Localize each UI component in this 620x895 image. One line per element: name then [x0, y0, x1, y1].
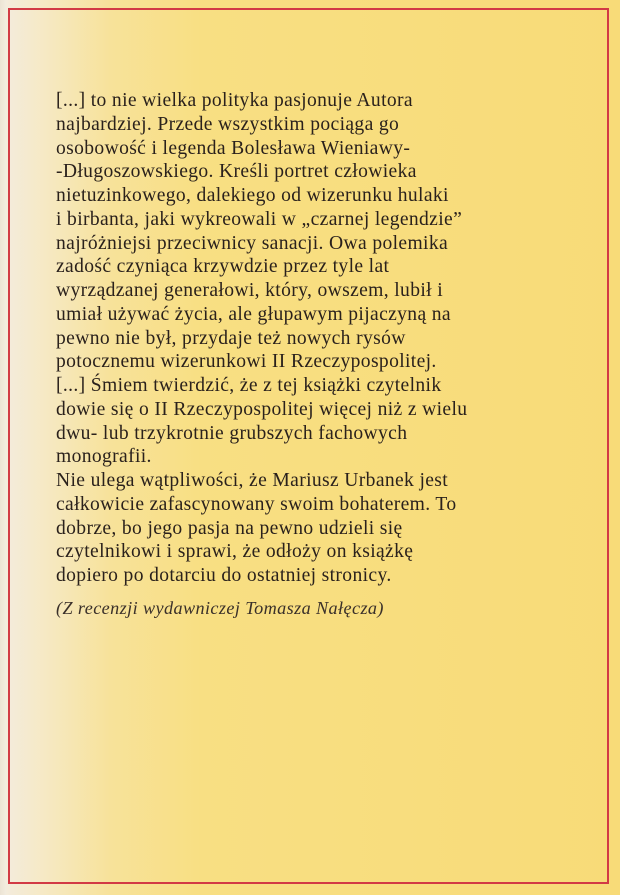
text-line: monografii.: [56, 446, 152, 468]
text-line: całkowicie zafascynowany swoim bohaterem. To: [56, 493, 457, 515]
text-line: potocznemu wizerunkowi II Rzeczypospolitej.: [56, 351, 437, 373]
review-attribution: (Z recenzji wydawniczej Tomasza Nałęcza): [56, 597, 384, 618]
text-line: pewno nie był, przydaje też nowych rysów: [56, 327, 406, 349]
text-line: zadość czyniąca krzywdzie przez tyle lat: [56, 256, 390, 278]
text-line: Nie ulega wątpliwości, że Mariusz Urbanek jest: [56, 470, 449, 491]
review-paragraph: [56, 89, 596, 588]
text-line: najróżniejsi przeciwnicy sanacji. Owa polemika: [56, 232, 449, 254]
text-line: i birbanta, jaki wykreowali w „czarnej legendzie”: [56, 208, 463, 230]
review-text-block: [56, 89, 596, 619]
text-line: dowie się o II Rzeczypospolitej więcej niż z wielu: [56, 398, 468, 420]
text-line: dwu- lub trzykrotnie grubszych fachowych: [56, 422, 408, 444]
text-line: dopiero po dotarciu do ostatniej stronicy.: [56, 565, 392, 586]
cover-edge: [0, 0, 6, 895]
text-line: dobrze, bo jego pasja na pewno udzieli się: [56, 517, 403, 539]
text-line: [...] to nie wielka polityka pasjonuje Autora: [56, 90, 413, 111]
text-line: wyrządzanej generałowi, który, owszem, lubił i: [56, 280, 443, 301]
text-line: osobowość i legenda Bolesława Wieniawy-: [56, 137, 411, 159]
text-line: nietuzinkowego, dalekiego od wizerunku hulaki: [56, 185, 449, 206]
text-line: czytelnikowi i sprawi, że odłoży on książkę: [56, 541, 414, 563]
text-line: najbardziej. Przede wszystkim pociąga go: [56, 113, 400, 135]
text-line: [...] Śmiem twierdzić, że z tej książki czytelnik: [56, 375, 442, 396]
text-line: umiał używać życia, ale głupawym pijaczyną na: [56, 303, 451, 325]
text-line: -Długoszowskiego. Kreśli portret człowieka: [56, 161, 417, 183]
